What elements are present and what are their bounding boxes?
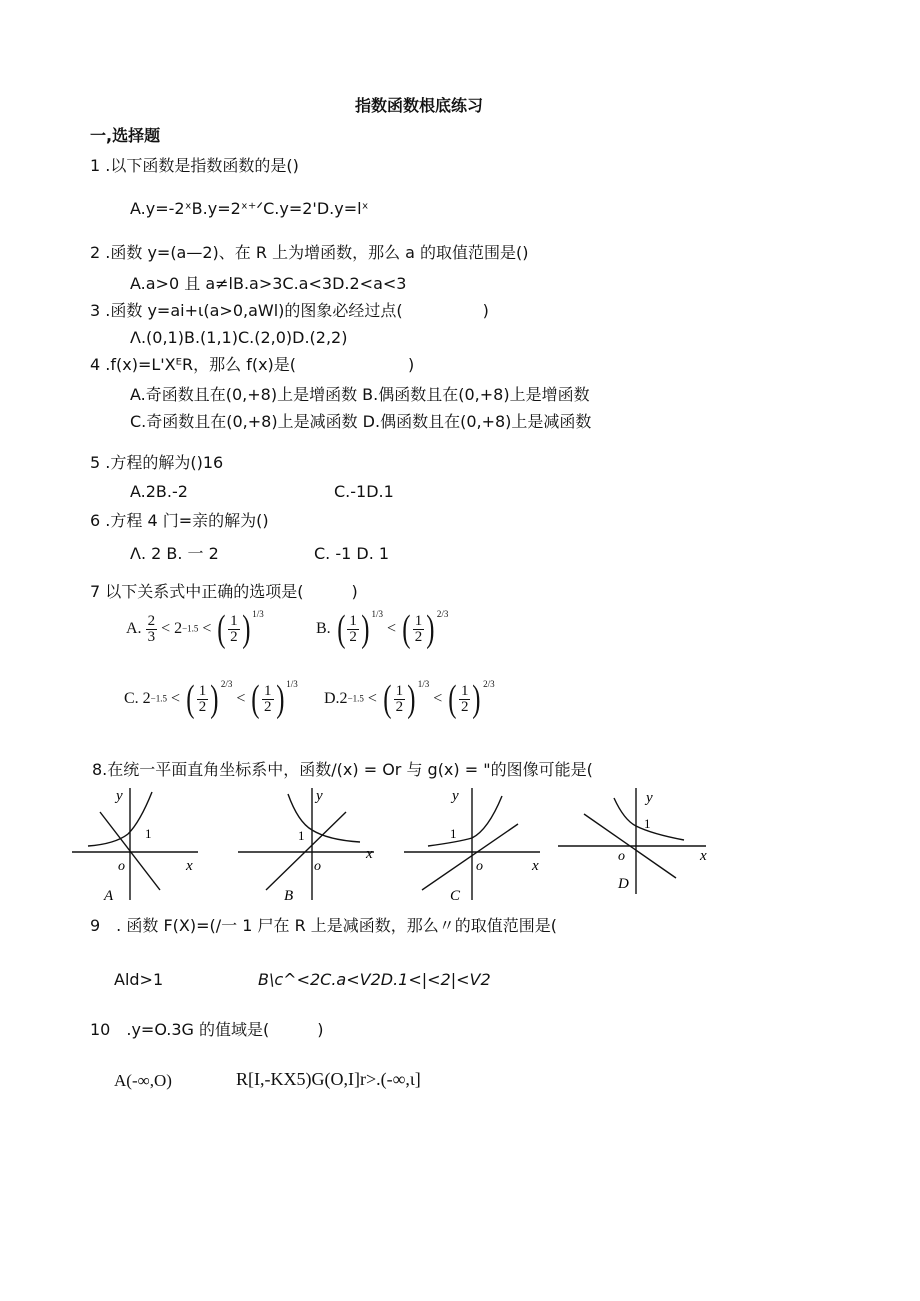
origin-label: o [314,859,321,874]
less-than: < [236,690,246,707]
x-axis-label: x [532,858,539,874]
less-than: < [367,690,377,707]
question-3-stem: 3 .函数 y=ai+ι(a>0,aWl)的图象必经过点( ) [90,301,489,320]
exponent: 2/3 [483,679,495,689]
question-6-options-cd: C. -1 D. 1 [314,544,390,563]
x-axis-label: x [366,846,373,862]
exponent: 1/3 [417,679,430,689]
fraction: $\frac{1}{2}$ [349,612,357,645]
less-than: < [387,620,397,637]
less-than: < [202,620,212,637]
question-7-option-a: A. $\frac{2}{3}$ < 2−1.5 < ( $\frac{1}{2}$ ) $^{1/3}$ [126,608,264,650]
question-7-stem: 7 以下关系式中正确的选项是( ) [90,582,358,601]
y-axis-label: y [452,788,459,804]
question-4-options-ab: A.奇函数且在(0,+8)上是增函数 B.偶函数且在(0,+8)上是增函数 [130,385,590,404]
one-label: 1 [644,816,651,831]
exponent: −1.5 [150,693,167,704]
fraction: $\frac{1}{2}$ [395,682,404,715]
one-label: 1 [298,828,305,843]
question-5-options-cd: C.-1D.1 [334,482,394,501]
graph-letter: C [450,888,461,904]
question-9-options-rest: B\c^<2C.a<V2D.1<|<2|<V2 [258,970,491,989]
less-than: < [171,690,181,707]
option-label: C. 2 [124,690,151,707]
line-graph [266,812,346,890]
exponent: 1/3 [371,609,383,619]
page-title: 指数函数根底练习 [355,96,484,115]
x-axis-label: x [700,848,707,864]
exponent: 2/3 [220,679,233,689]
origin-label: o [476,859,483,874]
graph-letter: A [104,888,114,904]
y-axis-label: y [116,788,123,804]
exponent: −1.5 [347,693,364,704]
fraction: $\frac{2}{3}$ [147,612,156,645]
less-than: < [433,690,443,707]
graph-b [236,782,386,907]
question-2-options: A.a>0 且 a≠lB.a>3C.a<3D.2<a<3 [130,274,407,293]
question-10-stem: 10 .y=O.3G 的值域是( ) [90,1020,324,1039]
option-label: A. [126,620,142,637]
fraction: $\frac{1}{2}$ [198,682,207,715]
question-7-option-c: C. 2−1.5 < ( $\frac{1}{2}$ ) $^{2/3}$ < ( $\frac{1}{2}$ ) $^{1/3}$ [124,678,298,720]
question-4-stem: 4 .f(x)=L'XᴱR，那么 f(x)是( ) [90,355,415,374]
question-4-options-cd: C.奇函数且在(0,+8)上是减函数 D.偶函数且在(0,+8)上是减函数 [130,412,592,431]
question-1-options: A.y=-2ˣB.y=2ˣ⁺ᐟC.y=2'D.y=lˣ [130,199,369,218]
option-label: D.2 [324,690,348,707]
fraction: $\frac{1}{2}$ [460,682,469,715]
base: 2 [174,620,183,637]
x-axis-label: x [186,858,193,874]
graph-a [70,782,210,907]
question-5-options-ab: A.2B.-2 [130,482,188,501]
question-6-options-ab: Λ. 2 B. 一 2 [130,544,219,563]
question-5-stem: 5 .方程的解为()16 [90,453,224,472]
question-2-stem: 2 .函数 y=(a—2)、在 R 上为增函数，那么 a 的取值范围是() [90,243,529,262]
exponent: 1/3 [252,609,264,619]
one-label: 1 [145,826,152,841]
graph-letter: D [618,876,629,892]
question-7-option-b: B. ( $\frac{1}{2}$ ) $^{1/3}$ < ( $\frac{1}{2}$ ) $^{2/3}$ [316,608,449,650]
question-7-option-d: D.2−1.5 < ( $\frac{1}{2}$ ) $^{1/3}$ < ( $\frac{1}{2}$ ) $^{2/3}$ [324,678,495,720]
graph-letter: B [284,888,294,904]
fraction: $\frac{1}{2}$ [414,612,423,645]
option-label: B. [316,620,331,637]
question-9-stem: 9 . 函数 F(X)=(/一 1 尸在 R 上是减函数，那么〃的取值范围是( [90,916,558,935]
section-heading: 一,选择题 [90,126,161,145]
question-6-stem: 6 .方程 4 门=亲的解为() [90,511,269,530]
origin-label: o [118,859,125,874]
less-than: < [161,620,171,637]
question-10-option-a: A(-∞,O) [114,1071,172,1090]
question-1-stem: 1 .以下函数是指数函数的是() [90,156,299,175]
question-10-options-rest: R[I,-KX5)G(O,I]r>.(-∞,ι] [236,1069,421,1089]
graph-d [556,782,716,907]
exponent: 1/3 [286,679,298,689]
origin-label: o [618,849,625,864]
exponent: 2/3 [436,609,449,619]
exponential-curve [428,796,502,846]
y-axis-label: y [316,788,323,804]
one-label: 1 [450,826,457,841]
question-8-stem: 8.在统一平面直角坐标系中，函数/(x) = Or 与 g(x) = "的图像可能是( [92,760,593,779]
exponent: −1.5 [182,623,199,634]
fraction: $\frac{1}{2}$ [230,612,238,645]
question-3-options: Λ.(0,1)B.(1,1)C.(2,0)D.(2,2) [130,328,348,347]
y-axis-label: y [646,790,653,806]
graph-c [402,782,552,907]
fraction: $\frac{1}{2}$ [264,682,272,715]
question-9-option-a: Ald>1 [114,970,164,989]
line-graph [422,824,518,890]
